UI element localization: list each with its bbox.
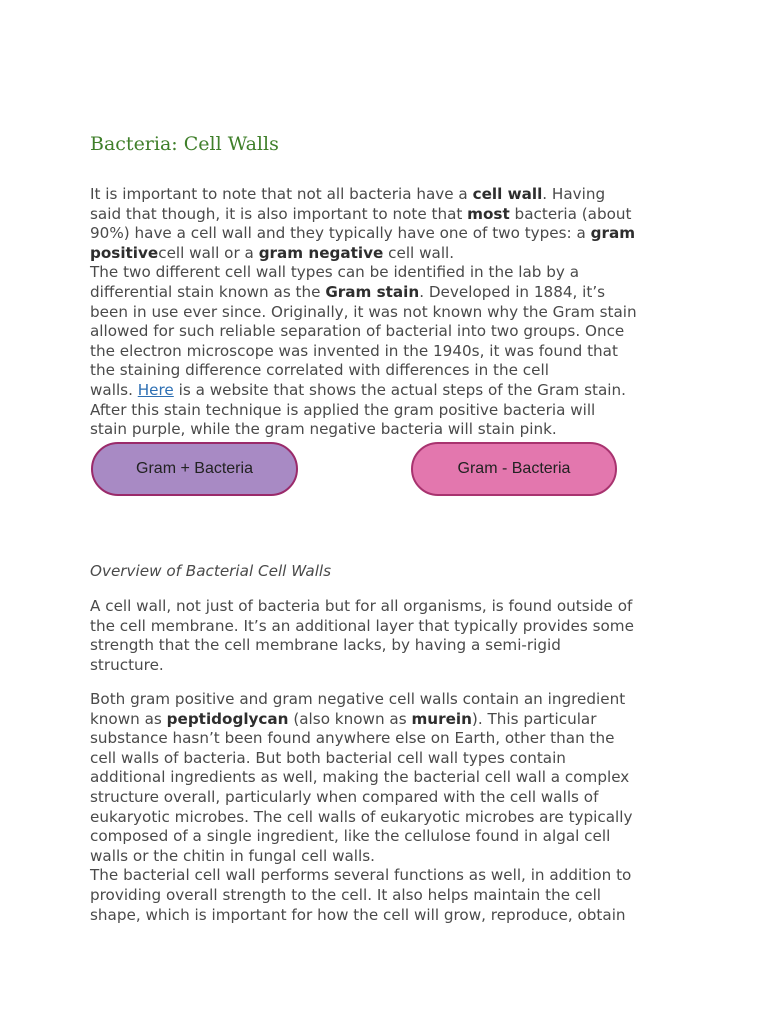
term-peptidoglycan: peptidoglycan: [166, 709, 289, 728]
gram-negative-bacteria-shape: Gram - Bacteria: [411, 442, 617, 496]
term-gram-stain: Gram stain: [325, 282, 420, 301]
term-gram-negative: gram negative: [258, 243, 384, 262]
intro-paragraph: It is important to note that not all bacteria have a cell wall. Having said that though, it is also important to note that most bacteria (about 90%) have a cell wall and they typically have one of two types: a gram positivecell wall or a gram negative cell wall. The two different cell wall types can be identified in the lab by a differential stain known as the Gram stain. Developed in 1884, it’s been in use ever since. Originally, it was not known why the Gram stain allowed for such reliable separation of bacterial into two groups. Once the electron microscope was invented in the 1940s, it was found that the staining difference correlated with differences in the cell walls. Here is a website that shows the actual steps of the Gram stain. After this stain technique is applied the gram positive bacteria will stain purple, while the gram negative bacteria will stain pink.: [90, 185, 637, 439]
cell-wall-paragraph: A cell wall, not just of bacteria but for all organisms, is found outside of the cell membrane. It’s an additional layer that typically provides some strength that the cell membrane lacks, by having a semi-rigid structure.: [90, 597, 634, 674]
overview-heading: Overview of Bacterial Cell Walls: [90, 562, 332, 580]
term-cell-wall: cell wall: [472, 185, 543, 203]
term-gram-positive-b: positive: [90, 243, 159, 262]
page-title: Bacteria: Cell Walls: [90, 133, 279, 155]
term-most: most: [467, 204, 510, 223]
peptidoglycan-paragraph: Both gram positive and gram negative cell walls contain an ingredient known as peptidoglycan (also known as murein). This particular substance hasn’t been found anywhere else on Earth, other than the cell walls of bacteria. But both bacterial cell wall types contain additional ingredients as well, making the bacterial cell wall a complex structure overall, particularly when compared with the cell walls of eukaryotic microbes. The cell walls of eukaryotic microbes are typically composed of a single ingredient, like the cellulose found in algal cell walls or the chitin in fungal cell walls. The bacterial cell wall performs several functions as well, in addition to providing overall strength to the cell. It also helps maintain the cell shape, which is important for how the cell will grow, reproduce, obtain: [90, 690, 633, 924]
term-gram-positive-a: gram: [590, 224, 636, 243]
gram-positive-bacteria-shape: Gram + Bacteria: [91, 442, 298, 496]
gram-stain-website-link[interactable]: Here: [137, 380, 174, 399]
term-murein: murein: [411, 709, 472, 728]
